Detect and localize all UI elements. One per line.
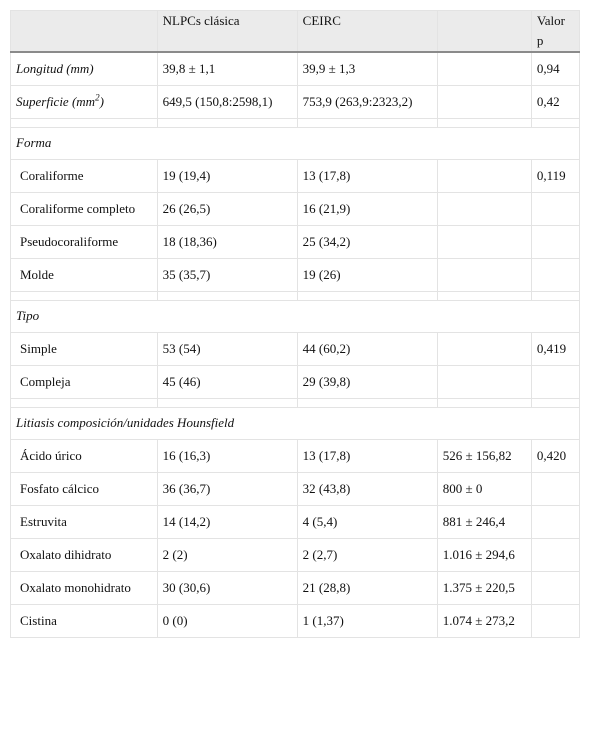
forma-group: [11, 160, 580, 292]
table-cell: [437, 86, 531, 119]
table-cell: 0 (0): [157, 605, 297, 638]
table-row: [11, 440, 580, 473]
header-cell: NLPCs clásica: [157, 11, 297, 53]
table-cell: [437, 52, 531, 86]
table-row: [11, 86, 580, 119]
table-row: [11, 572, 580, 605]
table-cell: 45 (46): [157, 366, 297, 399]
table-cell: 35 (35,7): [157, 259, 297, 292]
table-row: [11, 539, 580, 572]
table-cell: 526 ± 156,82: [437, 440, 531, 473]
row-label-text: Superficie (mm: [16, 94, 96, 109]
table-cell: 800 ± 0: [437, 473, 531, 506]
table-cell: 1 (1,37): [297, 605, 437, 638]
table-row: [11, 52, 580, 86]
row-label: Fosfato cálcico: [11, 473, 158, 506]
table-cell: 53 (54): [157, 333, 297, 366]
row-label: Molde: [11, 259, 158, 292]
row-label: Oxalato monohidrato: [11, 572, 158, 605]
table-cell: 881 ± 246,4: [437, 506, 531, 539]
table-cell: [531, 473, 579, 506]
table-row: [11, 366, 580, 399]
row-label: Compleja: [11, 366, 158, 399]
row-label-end: ): [99, 94, 104, 109]
header-cell: [437, 11, 531, 53]
spacer-row: [11, 292, 580, 301]
table-cell: 14 (14,2): [157, 506, 297, 539]
table-cell: 753,9 (263,9:2323,2): [297, 86, 437, 119]
table-row: [11, 193, 580, 226]
section-row: [11, 301, 580, 333]
table-container: [10, 10, 580, 638]
table-cell: 1.375 ± 220,5: [437, 572, 531, 605]
row-label: Cistina: [11, 605, 158, 638]
header-cell: Valor p: [531, 11, 579, 53]
table-cell: 4 (5,4): [297, 506, 437, 539]
row-label: Coraliforme: [11, 160, 158, 193]
litiasis-group: [11, 440, 580, 638]
table-cell: 13 (17,8): [297, 160, 437, 193]
row-label: Coraliforme completo: [11, 193, 158, 226]
table-cell: 16 (21,9): [297, 193, 437, 226]
section-title: Forma: [11, 128, 580, 160]
table-cell: 2 (2,7): [297, 539, 437, 572]
table-row: [11, 160, 580, 193]
table-cell: [531, 193, 579, 226]
table-cell: 19 (26): [297, 259, 437, 292]
header-row: [11, 11, 580, 53]
table-cell: 2 (2): [157, 539, 297, 572]
table-cell: 36 (36,7): [157, 473, 297, 506]
row-label: Longitud (mm): [11, 52, 158, 86]
section-title: Tipo: [11, 301, 580, 333]
spacer-row: [11, 399, 580, 408]
table-cell: 18 (18,36): [157, 226, 297, 259]
table-cell: 0,94: [531, 52, 579, 86]
row-label: Estruvita: [11, 506, 158, 539]
data-table: [10, 10, 580, 638]
table-cell: [437, 259, 531, 292]
spacer-row: [11, 119, 580, 128]
table-cell: 16 (16,3): [157, 440, 297, 473]
table-cell: [437, 160, 531, 193]
tipo-group: [11, 333, 580, 399]
section-row: [11, 408, 580, 440]
table-cell: [531, 539, 579, 572]
table-cell: 1.074 ± 273,2: [437, 605, 531, 638]
row-label: Simple: [11, 333, 158, 366]
table-cell: 29 (39,8): [297, 366, 437, 399]
row-label: [11, 86, 158, 119]
table-cell: [531, 605, 579, 638]
table-row: [11, 506, 580, 539]
table-cell: [531, 259, 579, 292]
table-row: [11, 605, 580, 638]
table-cell: 39,8 ± 1,1: [157, 52, 297, 86]
row-label: Oxalato dihidrato: [11, 539, 158, 572]
table-cell: 44 (60,2): [297, 333, 437, 366]
table-cell: [437, 193, 531, 226]
table-cell: [437, 226, 531, 259]
table-cell: 19 (19,4): [157, 160, 297, 193]
header-cell: CEIRC: [297, 11, 437, 53]
table-cell: 649,5 (150,8:2598,1): [157, 86, 297, 119]
table-cell: 0,419: [531, 333, 579, 366]
table-cell: 13 (17,8): [297, 440, 437, 473]
table-cell: 39,9 ± 1,3: [297, 52, 437, 86]
table-cell: 0,119: [531, 160, 579, 193]
table-row: [11, 259, 580, 292]
table-cell: 30 (30,6): [157, 572, 297, 605]
table-cell: [531, 572, 579, 605]
table-cell: [437, 366, 531, 399]
table-cell: 21 (28,8): [297, 572, 437, 605]
section-title: Litiasis composición/unidades Hounsfield: [11, 408, 580, 440]
table-cell: [531, 226, 579, 259]
table-cell: [531, 366, 579, 399]
table-cell: [437, 333, 531, 366]
table-cell: 26 (26,5): [157, 193, 297, 226]
table-row: [11, 226, 580, 259]
superscript: 2: [95, 92, 100, 103]
row-label: Pseudocoraliforme: [11, 226, 158, 259]
table-row: [11, 473, 580, 506]
table-cell: 0,42: [531, 86, 579, 119]
table-cell: 0,420: [531, 440, 579, 473]
table-cell: 32 (43,8): [297, 473, 437, 506]
table-cell: [531, 506, 579, 539]
header-cell: [11, 11, 158, 53]
row-label: Ácido úrico: [11, 440, 158, 473]
section-row: [11, 128, 580, 160]
table-row: [11, 333, 580, 366]
table-cell: 1.016 ± 294,6: [437, 539, 531, 572]
table-cell: 25 (34,2): [297, 226, 437, 259]
